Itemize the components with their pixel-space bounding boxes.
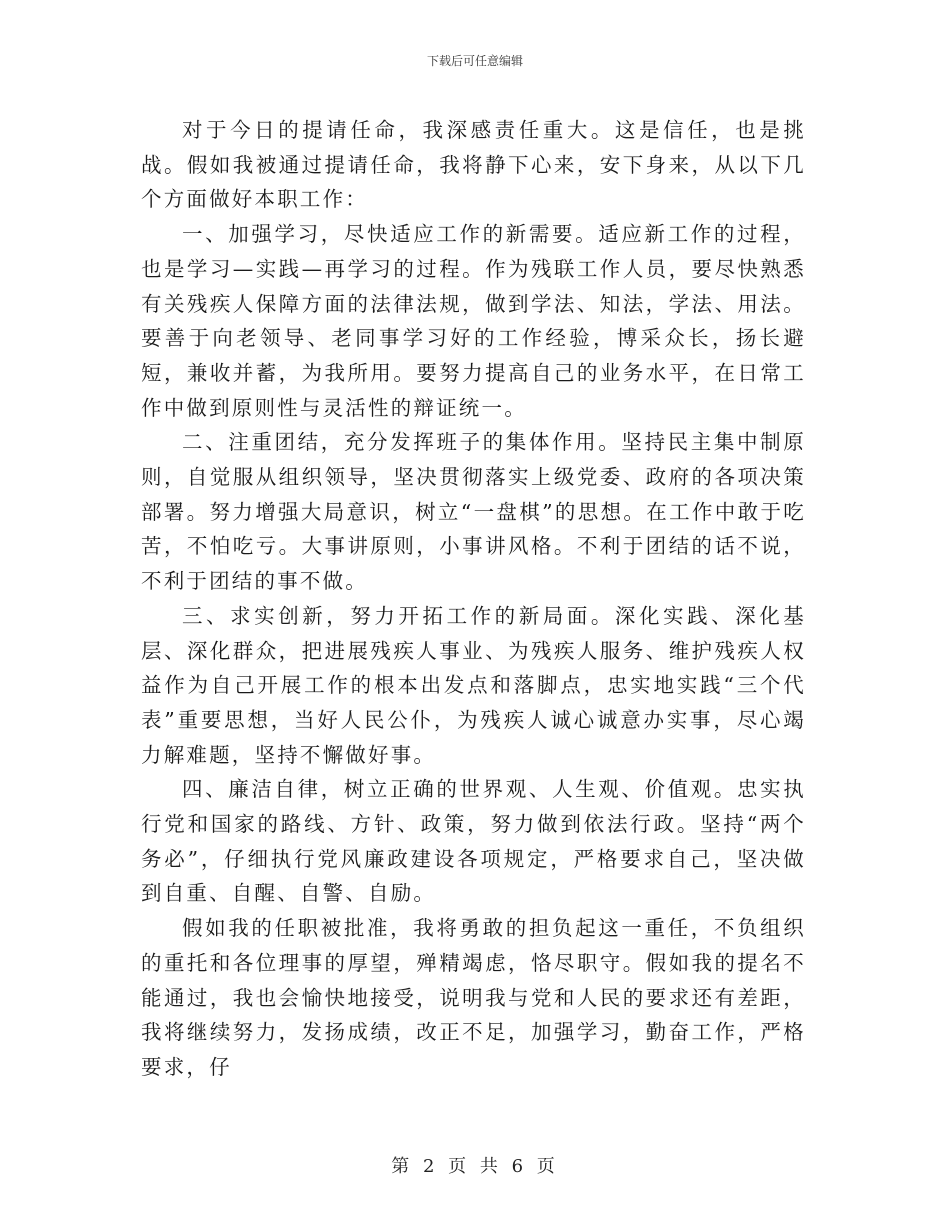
paragraph-intro: 对于今日的提请任命，我深感责任重大。这是信任，也是挑战。假如我被通过提请任命，我将静下心来，安下身来，从以下几个方面做好本职工作：: [141, 118, 806, 212]
document-body: [141, 113, 806, 1085]
paragraph-study: 一、加强学习，尽快适应工作的新需要。适应新工作的过程，也是学习—实践—再学习的过程。作为残联工作人员，要尽快熟悉有关残疾人保障方面的法律法规，做到学法、知法，学法、用法。要善于向老领导、老同事学习好的工作经验，博采众长，扬长避短，兼收并蓄，为我所用。要努力提高自己的业务水平，在日常工作中做到原则性与灵活性的辩证统一。: [141, 222, 806, 420]
paragraph-unity: 二、注重团结，充分发挥班子的集体作用。坚持民主集中制原则，自觉服从组织领导，坚决贯彻落实上级党委、政府的各项决策部署。努力增强大局意识，树立“一盘棋”的思想。在工作中敢于吃苦，不怕吃亏。大事讲原则，小事讲风格。不利于团结的话不说，不利于团结的事不做。: [141, 430, 806, 594]
paragraph-closing: 假如我的任职被批准，我将勇敢的担负起这一重任，不负组织的重托和各位理事的厚望，殚精竭虑，恪尽职守。假如我的提名不能通过，我也会愉快地接受，说明我与党和人民的要求还有差距，我将继续努力，发扬成绩，改正不足，加强学习，勤奋工作，严格要求，仔: [141, 916, 806, 1079]
paragraph-innovation: 三、求实创新，努力开拓工作的新局面。深化实践、深化基层、深化群众，把进展残疾人事业、为残疾人服务、维护残疾人权益作为自己开展工作的根本出发点和落脚点，忠实地实践“三个代表”重要思想，当好人民公仆，为残疾人诚心诚意办实事，尽心竭力解难题，坚持不懈做好事。: [141, 603, 806, 767]
page-header: 下载后可任意编辑: [426, 54, 523, 68]
page-number: 第 2 页 共 6 页: [391, 1156, 559, 1177]
paragraph-integrity: 四、廉洁自律，树立正确的世界观、人生观、价值观。忠实执行党和国家的路线、方针、政策，努力做到依法行政。坚持“两个务必”，仔细执行党风廉政建设各项规定，严格要求自己，坚决做到自重、自醒、自警、自励。: [141, 777, 806, 906]
